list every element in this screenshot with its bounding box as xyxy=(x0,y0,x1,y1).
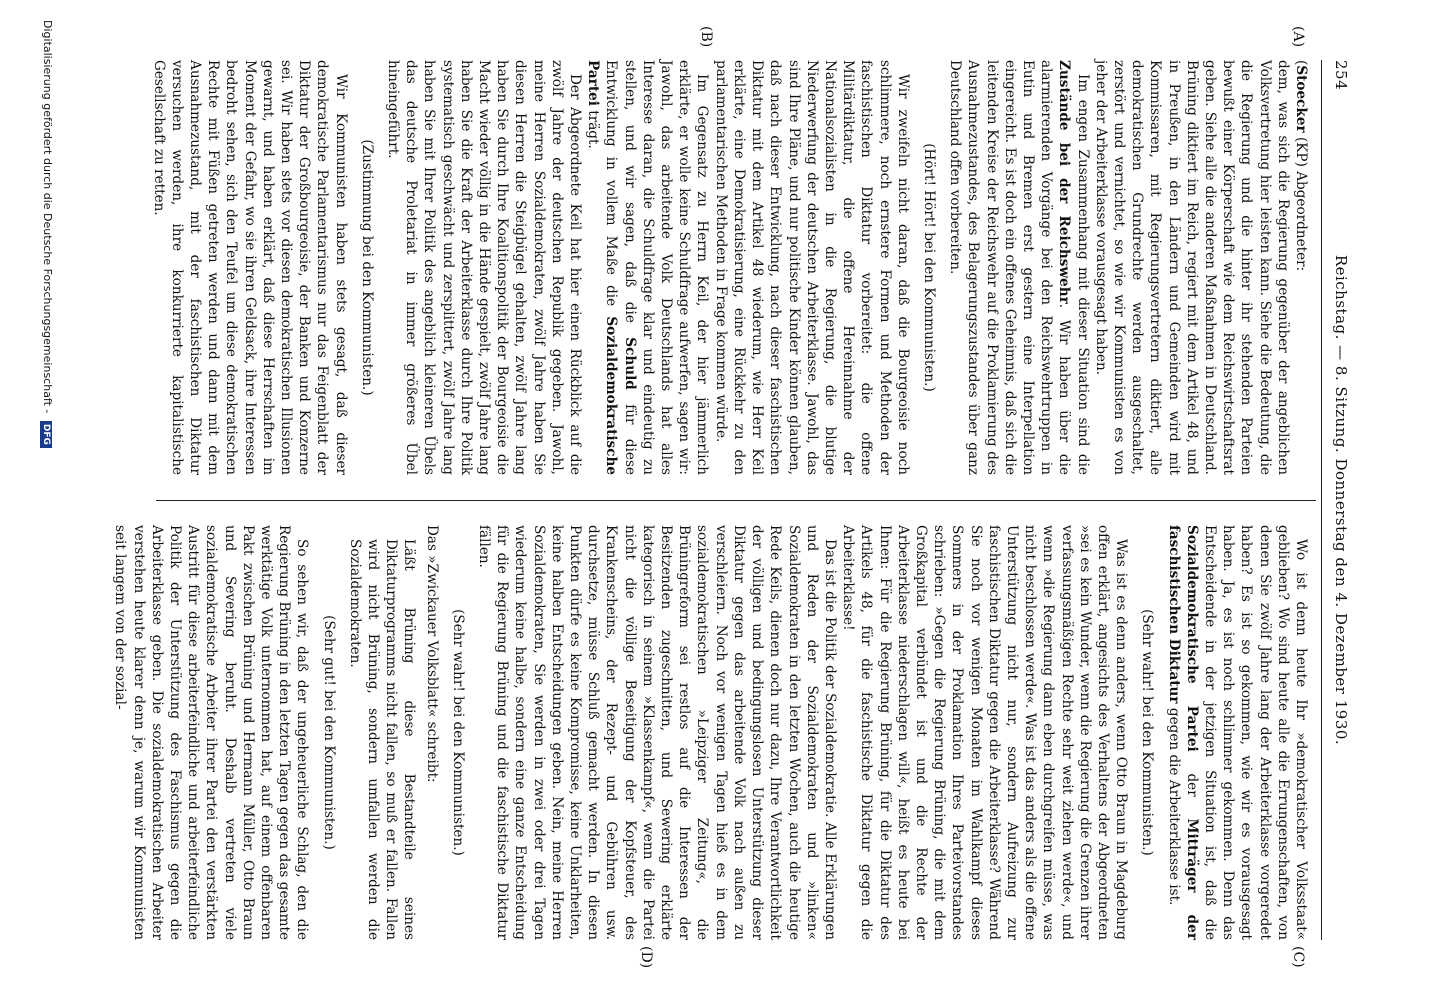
emphasis: Sozialdemokratische Partei xyxy=(585,60,620,475)
paragraph: Das ist die Politik der Sozialdemokratie. Alle Erklärungen und Reden der Sozialdemokraten und »linken« Sozialdemokraten in den letzten Wochen, auch die heutige Rede Keils, dienen doch nur dazu, Ihre Verantwortlichkeit der völligen und bedingungslosen Unterstützung dieser Diktatur gegen das arbeitende Volk nach außen zu verschleiern. Noch vor wenigen Tagen hieß es in dem sozialdemokratischen »Leipziger Zeitung«, die Brüningreform sei restlos auf die Interessen der Besitzenden zugeschnitten, und Sewering erklärte kategorisch in seinem »Klassenkampf«, wenn die Partei nicht die völlige Beseitigung der Kopfsteuer, des Krankenscheins, der Rezept- und Gebühren usw. durchsetze, müsse Schluß gemacht werden. In diesen Punkten dürfe es keine Kompromisse, keine Unklarheiten, keine halben Entscheidungen geben. Nein, meine Herren Sozialdemokraten, Sie werden in zwei oder drei Tagen wiederum keine halbe, sondern eine ganze Entscheidung für die Regierung Brüning und die faschistische Diktatur fällen. xyxy=(476,525,838,940)
header-rule xyxy=(1321,60,1322,940)
page-sheet xyxy=(112,26,1354,969)
interjection: (Sehr gut! bei den Kommunisten.) xyxy=(320,615,337,850)
text-run: Im engen Zusammenhang mit dieser Situation sind die xyxy=(1074,74,1091,475)
margin-mark-a: (A) xyxy=(1290,26,1306,48)
paragraph xyxy=(946,60,1092,475)
speaker-name: Stoecker xyxy=(1293,65,1309,133)
paragraph: Das »Zwickauer Volksblatt« schreibt: xyxy=(423,525,440,783)
paragraph: So sehen wir, daß der ungeheuerliche Schlag, den die Regierung Brüning in den letzten Tagen gegen das gesamte werktätige Volk unternommen hat, auf einem offenbaren Pakt zwischen Brüning und Hermann Müller, Otto Braun und Severing beruht. Deshalb vertreten viele sozialdemokratische Arbeiter ihrer Partei den verstärkten Austritt für diese arbeiterfeindliche und arbeiterfeindliche Politik der Unterstützung des Faschismus gegen die Arbeiterklasse geben. Die sozialdemokratischen Arbeiter verstehen heute klarer denn je, warum wir Kommunisten seit langem von der sozial- xyxy=(112,525,311,940)
emphasis: Schuld xyxy=(621,337,638,390)
page-number: 254 xyxy=(1332,60,1350,91)
left-column xyxy=(149,60,1310,475)
paragraph: Wir Kommunisten haben stets gesagt, daß dieser demokratische Parlamentarismus nur das Feigenblatt der Diktatur der Großbourgeoisie, der Banken und Konzerne sei. Wir haben stets vor diesen demokratischen Illusionen gewarnt, und haben erklärt, daß diese Herrschaften im Moment der Gefahr, wo sie ihren Geldsack, ihre Interessen bedroht sehen, sich den Teufel um diese demokratischen Rechte mit Füßen getreten werden und dann mit dem Ausnahmezustand, mit der faschistischen Diktatur versuchen werden, ihre konkurrierte kapitalistische Gesellschaft zu retten. xyxy=(150,60,349,475)
interjection: (Sehr wahr! bei den Kommunisten.) xyxy=(449,609,466,856)
dfg-logo: DFG xyxy=(40,421,52,448)
speaker-party: (KP) Abgeordneter: xyxy=(1293,136,1309,272)
column-divider xyxy=(156,500,1316,501)
speaker-line: (Stoecker (KP) Abgeordneter: xyxy=(1293,60,1309,272)
interjection: (Sehr wahr! bei den Kommunisten.) xyxy=(1139,609,1156,856)
emphasis: Mitträger der faschistischen Diktatur xyxy=(1165,525,1200,940)
margin-mark-d: (D) xyxy=(638,946,654,969)
paragraph xyxy=(584,60,711,475)
credit-text: Digitalisierung gefördert durch die Deutsche Forschungsgemeinschaft - xyxy=(41,20,54,414)
paragraph xyxy=(1164,525,1310,940)
text-run: . Wir haben über die alarmierenden Vorgänge bei den Reichswehrtruppen in Eutin und Bremen erst gestern eine Interpellation eingereicht. Es ist doch ein offenes Geheimnis, daß sich die leitenden Kreise der Reichswehr auf die Proklamierung des Ausnahmezustandes, des Belagerungszustandes über ganz Deutschland offen vorbereiten. xyxy=(947,60,1073,475)
quotation: Läßt Brüning diese Bestandteile seines Diktaturprogramms nicht fallen, so muß er fallen. Fallen wird nicht Brüning, sondern umfallen werden die Sozialdemokraten. xyxy=(346,539,418,940)
margin-mark-c: (C) xyxy=(1290,946,1306,968)
text-run: gegen die Arbeiterklasse ist. xyxy=(1165,703,1182,906)
text-run: trägt. xyxy=(585,105,602,149)
page-header xyxy=(1324,60,1354,940)
digitization-credit xyxy=(40,0,54,1000)
text-run: für diese Entwicklung in vollem Maße die xyxy=(603,60,638,475)
paragraph: Der Abgeordnete Keil hat hier einen Rückblick auf die zwölf Jahre der deutschen Republik gegeben. Jawohl, meine Herren Sozialdemokraten, zwölf Jahre haben Sie diesen Herren die Steigbügel gehalten, zwölf Jahre lang haben Sie durch Ihre Koalitionspolitik der Bourgeoisie die Macht wieder völlig in die Hände gespielt, zwölf Jahre lang haben Sie die Kraft der Arbeiterklasse durch Ihre Politik systematisch geschwächt und zersplittert, zwölf Jahre lang haben Sie mit Ihrer Politik des angeblich kleineren Übels das deutsche Proletariat in immer größeres Übel hineingeführt. xyxy=(385,60,584,475)
paragraph: Wir zweifeln nicht daran, daß die Bourgeoisie noch schlimmere, noch ernstere Formen und Methoden der faschistischen Diktatur vorbereitet: die offene Militärdiktatur, die offene Hereinnahme der Nationalsozialisten in die Regierung, die blutige Niederwerfung der deutschen Arbeiterklasse. Jawohl, das sind Ihre Pläne, und nur politische Kinder können glauben, daß nach dieser Entwicklung, nach dieser faschistischen Diktatur mit dem Artikel 48 wiederum, wie Herr Keil erklärte, eine Demokratisierung, eine Rückkehr zu den parlamentarischen Methoden in Frage kommen würde. xyxy=(712,60,911,475)
interjection: (Zustimmung bei den Kommunisten.) xyxy=(358,139,375,396)
text-run: der xyxy=(1183,751,1200,819)
page-title: Reichstag. — 8. Sitzung. Donnerstag den 4. Dezember 1930. xyxy=(1332,254,1350,746)
right-column xyxy=(111,525,1310,940)
paragraph: dem, was sich die Regierung gegenüber der angeblichen Volksvertretung hier leisten kann. Siehe die Bedeutung, die die Regierung und die hinter ihr stehenden Parteien bewußt einer Körperschaft wie dem Reichswirtschaftsrat geben. Siehe alle die anderen Maßnahmen in Deutschland. Brüning diktiert im Reich, regiert mit dem Artikel 48, und in Preußen, in den Ländern und Gemeinden wird mit Kommissaren, mit Regierungsvertretern diktiert, alle demokratischen Grundrechte werden ausgeschaltet, zerstört und vernichtet, so wie wir Kommunisten es von jeher der Arbeiterklasse vorausgesagt haben. xyxy=(1092,60,1291,475)
text-run: Wo ist denn heute Ihr »demokratischer Volksstaat« geblieben? Wo sind heute alle die Errungenschaften, von denen Sie zwölf Jahre lang der Arbeiterklasse vorgeredet haben? Es ist so gekommen, wie wir es vorausgesagt haben. Ja, es ist noch schlimmer gekommen. Denn das Entscheidende in der jetzigen Situation ist, daß die xyxy=(1201,525,1309,940)
interjection: (Hört! Hört! bei den Kommunisten.) xyxy=(920,143,937,392)
paragraph: Was ist es denn anders, wenn Otto Braun in Magdeburg offen erklärt, angesichts des Verhaltens der Abgeordneten »sei es kein Wunder, wenn die Regierung die Grenzen ihrer verfassungsmäßigen Rechte sehr weit ziehen werde«, und wenn »die Regierung dann eben durchgreifen müsse, was nicht beschlossen werde«. Was ist das anders als die offene Unterstützung nicht nur, sondern Aufreizung zur faschistischen Diktatur gegen die Arbeiterklasse? Während Sie noch vor wenigen Monaten im Wahlkampf dieses Sommers in der Proklamation Ihres Parteivorstandes schrieben: »Gegen die Regierung Brüning, die mit dem Großkapital verbündet ist und die Rechte der Arbeiterklasse niederschlagen will«, heißt es heute bei Ihnen: Für die Regierung Brüning, für die Diktatur des Artikels 48, für die faschistische Diktatur gegen die Arbeiterklasse! xyxy=(840,525,1130,940)
text-run: Im Gegensatz zu Herrn Keil, der hier jämmerlich erklärte, er wolle keine Schuldfrage aufwerfen, sagen wir: Jawohl, das arbeitende Volk Deutschlands hat alles Interesse daran, die Schuldfrage klar und eindeutig zu stellen, und wir sagen, daß die xyxy=(621,60,711,475)
emphasis: Sozialdemokratische Partei xyxy=(1183,525,1200,752)
margin-mark-b: (B) xyxy=(698,26,714,48)
emphasis: Zustände bei der Reichswehr xyxy=(1056,60,1073,304)
